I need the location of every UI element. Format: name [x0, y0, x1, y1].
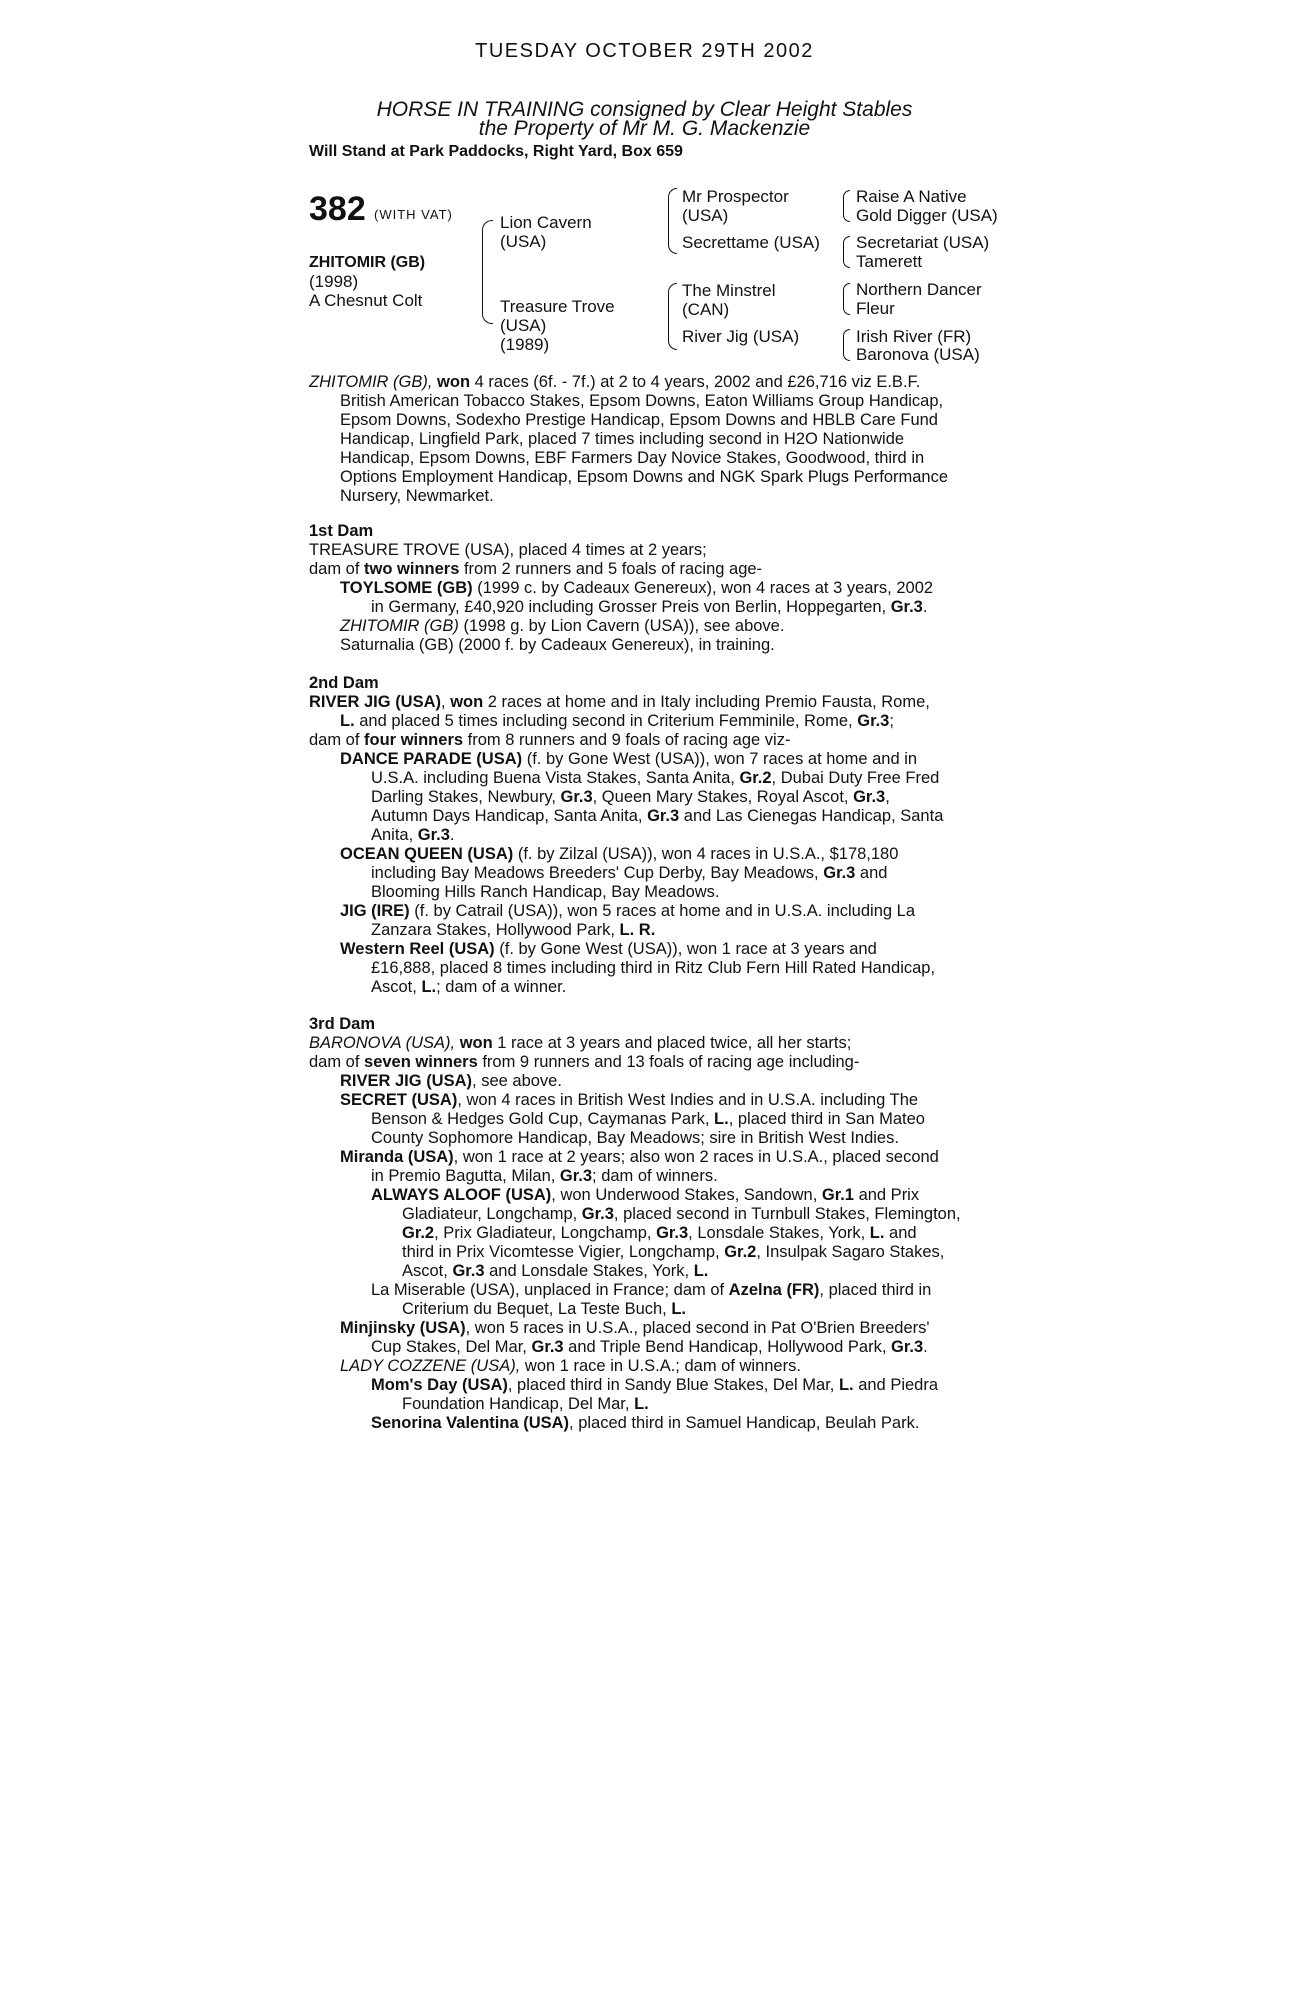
pedigree-g3-6: Fleur: [856, 299, 895, 318]
lot-number: 382: [309, 190, 366, 228]
horse-description: A Chesnut Colt: [309, 291, 423, 310]
pedigree-g3-3: Secretariat (USA): [856, 233, 990, 252]
pedigree-g3-8: Baronova (USA): [856, 345, 980, 364]
third-dam-heading: 3rd Dam: [309, 1015, 376, 1033]
foaling-year: (1998): [309, 272, 359, 291]
stand-location: Will Stand at Park Paddocks, Right Yard, Box 659: [309, 143, 683, 160]
sale-title-line2: the Property of Mr M. G. Mackenzie: [478, 117, 811, 140]
pedigree-g3-7: Irish River (FR): [856, 327, 972, 346]
pedigree-dam: Treasure Trove (USA) (1989): [500, 297, 615, 354]
sale-title-line1: HORSE IN TRAINING consigned by Clear Height Stables: [376, 98, 913, 121]
pedigree-dam-dam: River Jig (USA): [682, 327, 800, 346]
third-dam-section: 3rd Dam BARONOVA (USA), won 1 race at 3 years and placed twice, all her starts; dam of seven winners from 9 runners and 13 foals of racing age including- RIVER JIG (USA), see above. SECRET (USA), won 4 races in British West Indies and in U.S.A. including The Benson & Hedges Gold Cup, Caymanas Park, L., placed third in San Mateo County Sophomore Handicap, Bay Meadows; sire in British West Indies. Miranda (USA), won 1 race at 2 years; also won 2 races in U.S.A., placed second in Premio Bagutta, Milan, Gr.3; dam of winners. ALWAYS ALOOF (USA), won Underwood Stakes, Sandown, Gr.1 and Prix Gladiateur, Longchamp, Gr.3, placed second in Turnbull Stakes, Flemington, Gr.2, Prix Gladiateur, Longchamp, Gr.3, Lonsdale Stakes, York, L. and third in Prix Vicomtesse Vigier, Longchamp, Gr.2, Insulpak Sagaro Stakes, Ascot, Gr.3 and Lonsdale Stakes, York, L. La Miserable (USA), unplaced in France; dam of Azelna (FR), placed third in Criterium du Bequet, La Teste Buch, L. Minjinsky (USA), won 5 races in U.S.A., placed second in Pat O'Brien Breeders' Cup Stakes, Del Mar, Gr.3 and Triple Bend Handicap, Hollywood Park, Gr.3. LADY COZZENE (USA), won 1 race in U.S.A.; dam of winners. Mom's Day (USA), placed third in Sandy Blue Stakes, Del Mar, L. and Piedra Foundation Handicap, Del Mar, L. Senorina Valentina (USA), placed third in Samuel Handicap, Beulah Park.: [309, 1015, 981, 1433]
horse-name: ZHITOMIR (GB): [309, 254, 426, 271]
first-dam-section: 1st Dam TREASURE TROVE (USA), placed 4 times at 2 years; dam of two winners from 2 runners and 5 foals of racing age- TOYLSOME (GB) (1999 c. by Cadeaux Genereux), won 4 races at 3 years, 2002 in Germany, £40,920 including Grosser Preis von Berlin, Hoppegarten, Gr.3. ZHITOMIR (GB) (1998 g. by Lion Cavern (USA)), see above. Saturnalia (GB) (2000 f. by Cadeaux Genereux), in training.: [309, 522, 981, 655]
pedigree-sire-sire: Mr Prospector (USA): [682, 187, 789, 225]
pedigree-brace-g3-4: [843, 329, 850, 361]
pedigree-brace-g3-3: [843, 283, 850, 315]
second-dam-heading: 2nd Dam: [309, 674, 379, 692]
first-dam-heading: 1st Dam: [309, 522, 374, 540]
pedigree-sire: Lion Cavern (USA): [500, 213, 592, 251]
pedigree-g3-1: Raise A Native: [856, 187, 967, 206]
pedigree-g3-5: Northern Dancer: [856, 280, 982, 299]
race-record-summary: ZHITOMIR (GB), won 4 races (6f. - 7f.) at 2 to 4 years, 2002 and £26,716 viz E.B.F. British American Tobacco Stakes, Epsom Downs, Eaton Williams Group Handicap, Epsom Downs, Sodexho Prestige Handicap, Epsom Downs and HBLB Care Fund Handicap, Lingfield Park, placed 7 times including second in H2O Nationwide Handicap, Epsom Downs, EBF Farmers Day Novice Stakes, Goodwood, third in Options Employment Handicap, Epsom Downs and NGK Spark Plugs Performance Nursery, Newmarket.: [309, 373, 949, 505]
pedigree-brace-g3-2: [843, 236, 850, 268]
pedigree-g3-4: Tamerett: [856, 252, 923, 271]
pedigree-brace-g3-1: [843, 190, 850, 222]
second-dam-section: 2nd Dam RIVER JIG (USA), won 2 races at home and in Italy including Premio Fausta, Rome, L. and placed 5 times including second in Criterium Femminile, Rome, Gr.3; dam of four winners from 8 runners and 9 foals of racing age viz- DANCE PARADE (USA) (f. by Gone West (USA)), won 7 races at home and in U.S.A. including Buena Vista Stakes, Santa Anita, Gr.2, Dubai Duty Free Fred Darling Stakes, Newbury, Gr.3, Queen Mary Stakes, Royal Ascot, Gr.3, Autumn Days Handicap, Santa Anita, Gr.3 and Las Cienegas Handicap, Santa Anita, Gr.3. OCEAN QUEEN (USA) (f. by Zilzal (USA)), won 4 races in U.S.A., $178,180 including Bay Meadows Breeders' Cup Derby, Bay Meadows, Gr.3 and Blooming Hills Ranch Handicap, Bay Meadows. JIG (IRE) (f. by Catrail (USA)), won 5 races at home and in U.S.A. including La Zanzara Stakes, Hollywood Park, L. R. Western Reel (USA) (f. by Gone West (USA)), won 1 race at 3 years and £16,888, placed 8 times including third in Ritz Club Fern Hill Rated Handicap, Ascot, L.; dam of a winner.: [309, 674, 981, 997]
pedigree-brace-sire: [668, 188, 677, 254]
pedigree-brace-main: [482, 220, 493, 324]
pedigree-dam-sire: The Minstrel (CAN): [682, 281, 776, 319]
sale-date: TUESDAY OCTOBER 29TH 2002: [475, 40, 814, 62]
pedigree-g3-2: Gold Digger (USA): [856, 206, 998, 225]
pedigree-brace-dam: [668, 283, 677, 350]
pedigree-sire-dam: Secrettame (USA): [682, 233, 820, 252]
vat-note: (WITH VAT): [374, 207, 453, 222]
